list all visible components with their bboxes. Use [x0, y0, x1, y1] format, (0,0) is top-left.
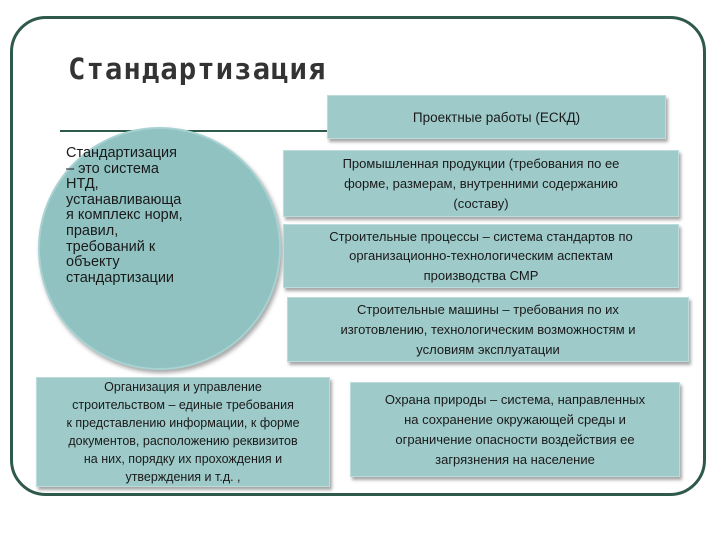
- eskd-label: Проектные работы (ЕСКД): [412, 109, 581, 125]
- construction-processes-label: Строительные процессы – система стандартов по организационно-технологическим аспектам производства СМР: [329, 228, 633, 283]
- construction-processes-box: [283, 224, 679, 288]
- nature-protection-label: Охрана природы – система, направленных на сохранение окружающей среды и ограничение опасности воздействия ее загрязнения на население: [384, 391, 646, 467]
- organization-management-label: Организация и управление строительством – единые требования к представлению информации, к форме документов, расположению реквизитов на них, порядку их прохождения и утверждения и т.д. ,: [66, 380, 300, 484]
- eskd-box: [327, 95, 666, 139]
- definition-text: Стандартизация – это система НТД, устанавливающа я комплекс норм, правил, требований к объекту стандартизации: [66, 145, 183, 286]
- industrial-products-box: [283, 150, 679, 217]
- nature-protection-box: [350, 382, 680, 477]
- construction-machines-label: Строительные машины – требования по их изготовлению, технологическим возможностям и условиям эксплуатации: [340, 301, 636, 357]
- industrial-products-label: Промышленная продукции (требования по ее форме, размерам, внутренними содержанию (составу): [342, 155, 620, 211]
- organization-management-box: [36, 377, 330, 487]
- slide-title: Стандартизация: [68, 52, 327, 86]
- construction-machines-box: [287, 297, 689, 362]
- title-underline: [60, 130, 350, 132]
